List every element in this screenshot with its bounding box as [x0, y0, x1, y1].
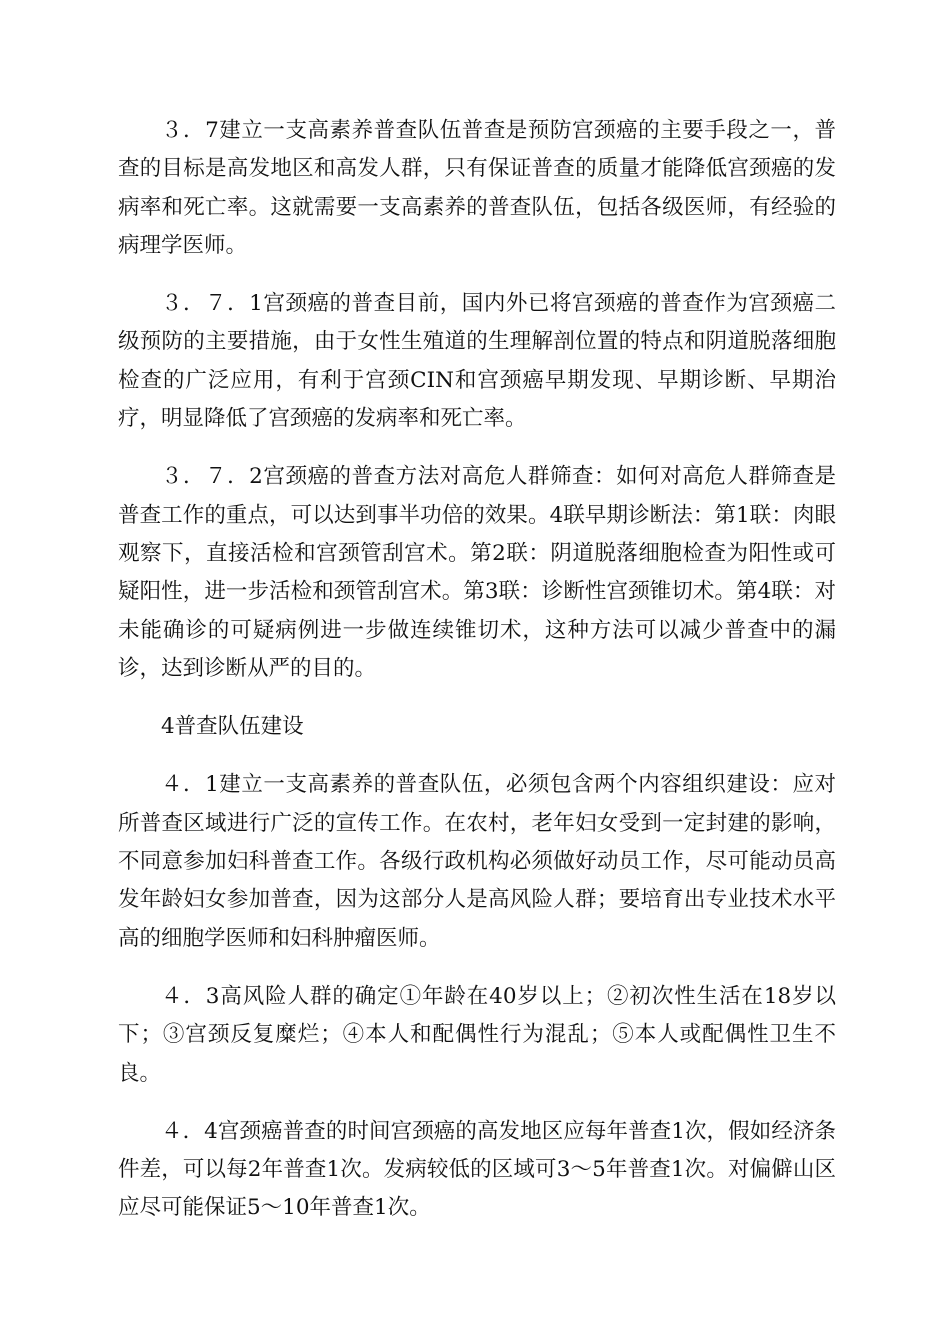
paragraph-3-7-1: ３．７．1宫颈癌的普查目前，国内外已将宫颈癌的普查作为宫颈癌二级预防的主要措施，由于女性生殖道的生理解剖位置的特点和阴道脱落细胞检查的广泛应用，有利于宫颈CIN和宫颈癌早期发现、早期诊断、早期治疗，明显降低了宫颈癌的发病率和死亡率。: [118, 291, 836, 432]
paragraph-3-7-2: ３．７．2宫颈癌的普查方法对高危人群筛查：如何对高危人群筛查是普查工作的重点，可以达到事半功倍的效果。4联早期诊断法：第1联：肉眼观察下，直接活检和宫颈管刮宫术。第2联：阴道脱落细胞检查为阳性或可疑阳性，进一步活检和颈管刮宫术。第3联：诊断性宫颈锥切术。第4联：对未能确诊的可疑病例进一步做连续锥切术，这种方法可以减少普查中的漏诊，达到诊断从严的目的。: [118, 464, 836, 681]
paragraph-4-4: ４．4宫颈癌普查的时间宫颈癌的高发地区应每年普查1次，假如经济条件差，可以每2年普查1次。发病较低的区域可3～5年普查1次。对偏僻山区应尽可能保证5～10年普查1次。: [118, 1118, 836, 1221]
paragraph-3-7: ３．7建立一支高素养普查队伍普查是预防宫颈癌的主要手段之一，普查的目标是高发地区和高发人群，只有保证普查的质量才能降低宫颈癌的发病率和死亡率。这就需要一支高素养的普查队伍，包括各级医师，有经验的病理学医师。: [118, 118, 836, 258]
section-heading-4: 4普查队伍建设: [161, 714, 304, 740]
paragraph-4-3: ４．3高风险人群的确定①年龄在40岁以上；②初次性生活在18岁以下；③宫颈反复糜烂；④本人和配偶性行为混乱；⑤本人或配偶性卫生不良。: [118, 983, 836, 1086]
paragraph-4-1: ４．1建立一支高素养的普查队伍，必须包含两个内容组织建设：应对所普查区域进行广泛的宣传工作。在农村，老年妇女受到一定封建的影响，不同意参加妇科普查工作。各级行政机构必须做好动员工作，尽可能动员高发年龄妇女参加普查，因为这部分人是高风险人群；要培育出专业技术水平高的细胞学医师和妇科肿瘤医师。: [118, 772, 836, 951]
document-body: [118, 112, 836, 1248]
